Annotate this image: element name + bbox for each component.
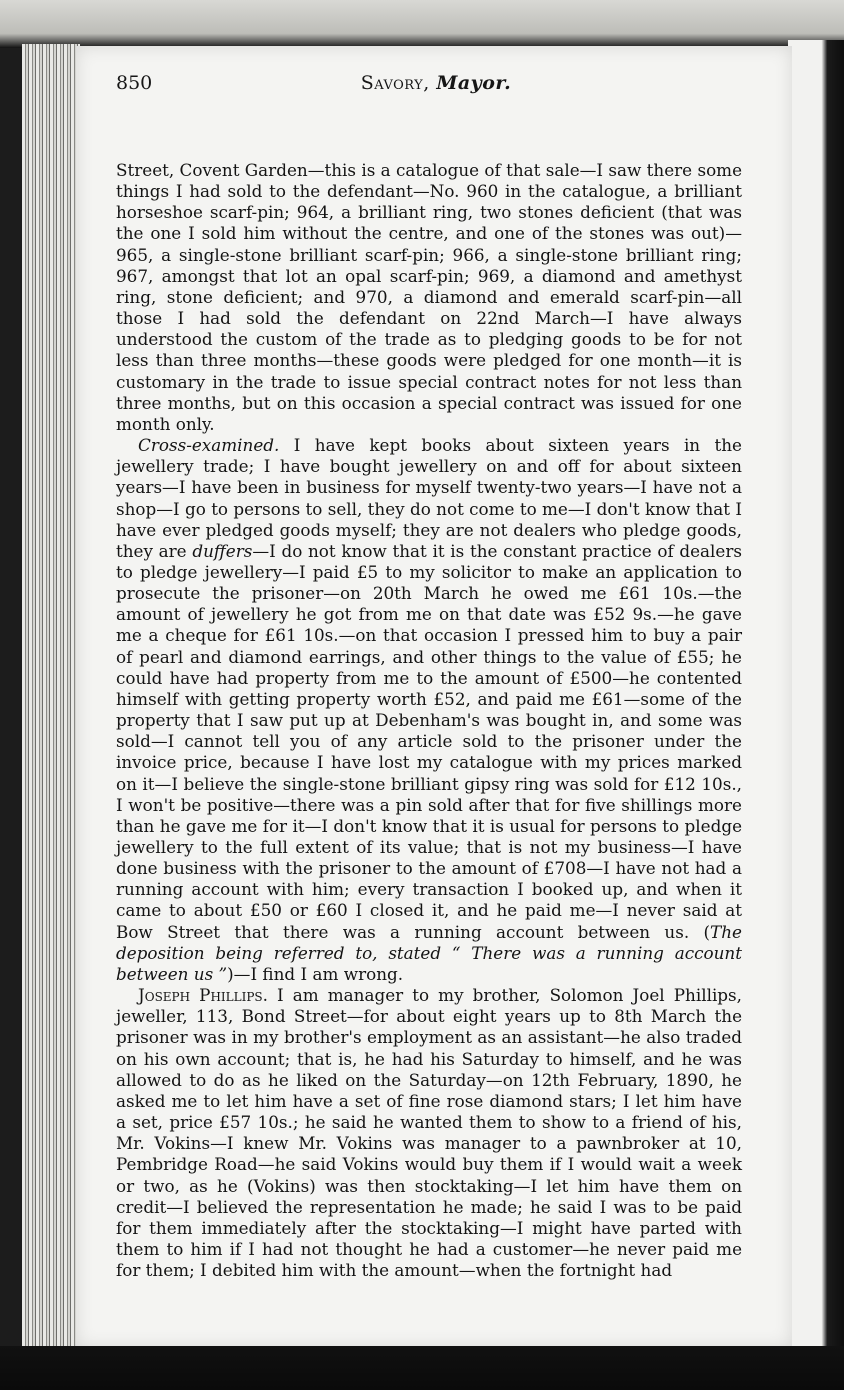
body-text	[116, 160, 742, 1281]
scan-bottom-margin	[0, 1346, 844, 1390]
witness-name: Joseph Phillips.	[138, 985, 268, 1006]
paragraph-cross-examination	[116, 435, 742, 985]
running-title-office: Mayor.	[436, 72, 512, 94]
page-number: 850	[116, 72, 153, 94]
page-header	[116, 72, 756, 100]
italic-word: duffers	[192, 540, 253, 561]
paragraph-text: —I do not know that it is the constant practice of dealers to pledge jewellery—I paid £5 to my solicitor to make an application to prosecute the prisoner—on 20th March he owed me £61 10s.—the amount of jewellery he got from me on that date was £52 9s.—he gave me a cheque for £61 10s.—on that occasion I pressed him to buy a pair of pearl and diamond earrings, and other things to the value of £55; he could have had property from me to the amount of £500—he contented himself with getting property worth £52, and paid me £61—some of the property that I saw put up at Debenham's was bought in, and some was sold—I cannot tell you of any article sold to the prisoner under the invoice price, because I have lost my catalogue with my prices marked on it—I believe the single-stone brilliant gipsy ring was sold for £12 10s., I won't be positive—there was a pin sold after that for five shillings more than he gave me for it—I don't know that it is usual for persons to pledge jewellery to the full extent of its value; that is not my business—I have done business with the prisoner to the amount of £708—I have not had a running account with him; every transaction I booked up, and when it came to about £50 or £60 I closed it, and he paid me—I never said at Bow Street that there was a running account between us. (	[116, 540, 742, 942]
running-title	[116, 72, 756, 94]
italic-quote: The deposition being referred to, stated “ There was a running account between us ”	[116, 921, 742, 984]
cross-examined-label: Cross-examined.	[138, 435, 280, 456]
running-title-name: Savory,	[360, 72, 430, 94]
book-right-edge	[788, 40, 844, 1360]
paragraph-text: )—I find I am wrong.	[227, 963, 404, 984]
paragraph-text: I am manager to my brother, Solomon Joel Phillips, jeweller, 113, Bond Street—for about eight years up to 8th March the prisoner was in my brother's employment as an assistant—he also traded on his own account; that is, he had his Saturday to himself, and he was allowed to do as he liked on the Saturday—on 12th February, 1890, he asked me to let him have a set of fine rose diamond stars; I let him have a set, price £57 10s.; he said he wanted them to show to a friend of his, Mr. Vokins—I knew Mr. Vokins was manager to a pawnbroker at 10, Pembridge Road—he said Vokins would buy them if I would wait a week or two, as he (Vokins) was then stocktaking—I let him have them on credit—I believed the representation he made; he said I was to be paid for them immediately after the stocktaking—I might have parted with them to him if I had not thought he had a customer—he never paid me for them; I debited him with the amount—when the fortnight had	[116, 985, 742, 1281]
paragraph-text: I have kept books about sixteen years in the jewellery trade; I have bought jewellery on and off for about sixteen years—I have been in business for myself twenty-two years—I have not a shop—I go to persons to sell, they do not come to me—I don't know that I have ever pledged goods myself; they are not dealers who pledge goods, they are	[116, 435, 742, 561]
scan-top-margin	[0, 0, 844, 48]
paragraph-witness	[116, 985, 742, 1281]
paragraph-text: Street, Covent Garden—this is a catalogue of that sale—I saw there some things I had sold to the defendant—No. 960 in the catalogue, a brilliant horseshoe scarf-pin; 964, a brilliant ring, two stones deficient (that was the one I sold him without the centre, and one of the stones was out)—965, a single-stone brilliant scarf-pin; 966, a single-stone brilliant ring; 967, amongst that lot an opal scarf-pin; 969, a diamond and amethyst ring, stone deficient; and 970, a diamond and emerald scarf-pin—all those I had sold the defendant on 22nd March—I have always understood the custom of the trade as to pledging goods to be for not less than three months—these goods were pledged for one month—it is customary in the trade to issue special contract notes for not less than three months, but on this occasion a special contract was issued for one month only.	[116, 160, 743, 434]
page-stack-edges	[22, 44, 80, 1354]
paragraph-continued	[116, 160, 742, 435]
